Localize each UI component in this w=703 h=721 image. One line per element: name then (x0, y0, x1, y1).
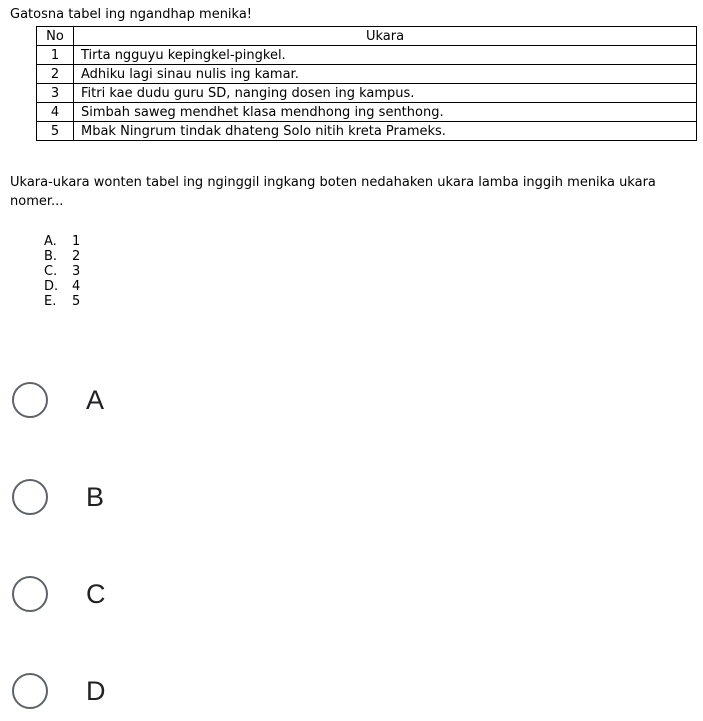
answer-label-b: B (86, 482, 105, 512)
table-row (37, 122, 697, 141)
row-sentence: Tirta ngguyu kepingkel-pingkel. (74, 46, 697, 65)
choice-value: 3 (72, 264, 81, 279)
radio-button-a[interactable] (12, 382, 48, 418)
row-sentence: Fitri kae dudu guru SD, nanging dosen ing kampus. (74, 84, 697, 103)
radio-button-c[interactable] (12, 576, 48, 612)
choice-item (44, 264, 80, 279)
choice-item (44, 234, 80, 249)
table-row (37, 84, 697, 103)
choice-item (44, 294, 80, 309)
row-number: 3 (37, 84, 74, 103)
answer-option-a[interactable] (0, 370, 300, 430)
choice-list (44, 234, 80, 309)
question-prompt: Ukara-ukara wonten tabel ing nginggil ingkang boten nedahaken ukara lamba inggih menika ukara nomer... (10, 175, 656, 209)
answer-label-a: A (86, 385, 105, 415)
choice-value: 4 (72, 279, 81, 294)
row-sentence: Simbah saweg mendhet klasa mendhong ing senthong. (74, 103, 697, 122)
choice-letter: E. (44, 294, 57, 309)
column-header-no: No (37, 27, 74, 46)
row-number: 4 (37, 103, 74, 122)
table-row (37, 65, 697, 84)
row-number: 2 (37, 65, 74, 84)
answer-label-c: C (86, 579, 106, 609)
row-sentence: Adhiku lagi sinau nulis ing kamar. (74, 65, 697, 84)
question-intro: Gatosna tabel ing ngandhap menika! (10, 7, 253, 22)
choice-item (44, 279, 80, 294)
row-number: 5 (37, 122, 74, 141)
table-row (37, 103, 697, 122)
row-sentence: Mbak Ningrum tindak dhateng Solo nitih kreta Prameks. (74, 122, 697, 141)
radio-button-b[interactable] (12, 479, 48, 515)
choice-value: 5 (72, 294, 81, 309)
answer-option-d[interactable] (0, 661, 300, 721)
question-image (0, 0, 703, 345)
row-number: 1 (37, 46, 74, 65)
choice-letter: D. (44, 279, 59, 294)
choice-letter: A. (44, 234, 57, 249)
radio-button-d[interactable] (12, 673, 48, 709)
sentence-table (36, 26, 697, 141)
answer-option-b[interactable] (0, 467, 300, 527)
answer-label-d: D (86, 676, 106, 706)
table-header-row (37, 27, 697, 46)
column-header-ukara: Ukara (74, 27, 697, 46)
choice-value: 2 (72, 249, 81, 264)
choice-letter: C. (44, 264, 58, 279)
choice-value: 1 (72, 234, 81, 249)
choice-item (44, 249, 80, 264)
answer-option-c[interactable] (0, 564, 300, 624)
choice-letter: B. (44, 249, 58, 264)
table-row (37, 46, 697, 65)
